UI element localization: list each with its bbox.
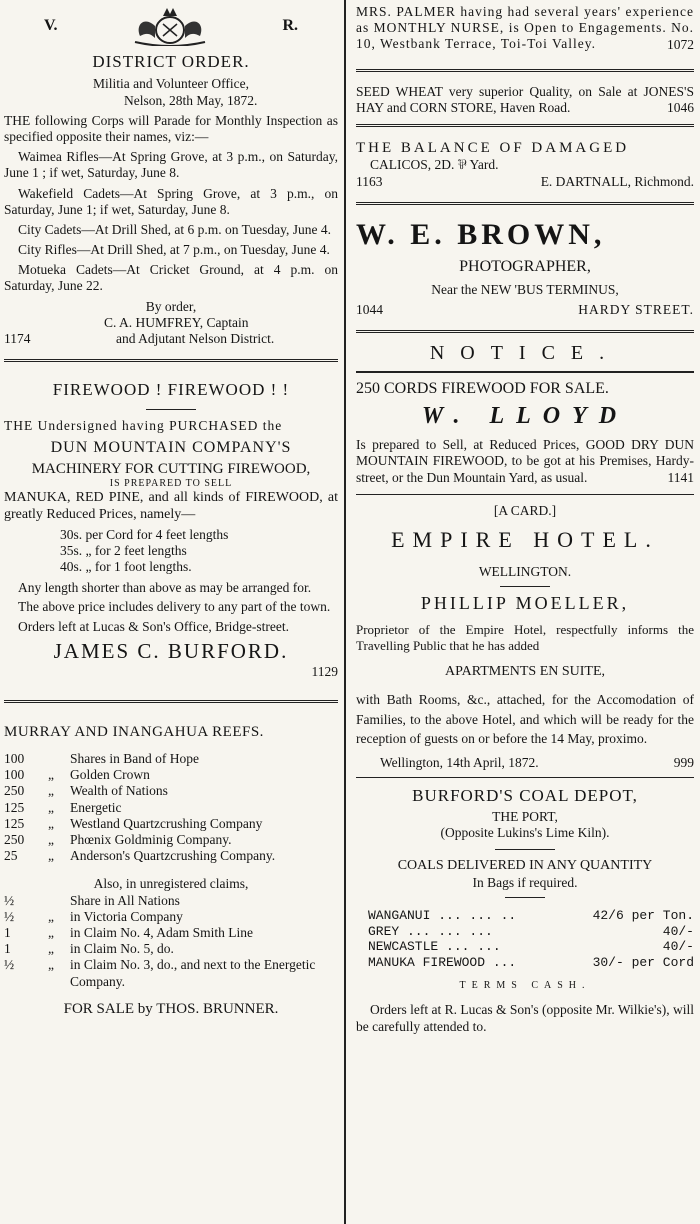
left-column	[0, 0, 344, 1224]
share-name: Phœnix Goldminig Company.	[70, 832, 232, 847]
ditto-mark: „	[48, 815, 54, 831]
share-row	[4, 767, 338, 783]
share-quantity: ½	[4, 892, 15, 908]
share-quantity: 1	[4, 941, 11, 957]
by-order: By order,	[145, 298, 197, 314]
hotel-ad	[356, 499, 694, 771]
price-line: 40s. „ for 1 foot lengths.	[60, 558, 192, 574]
ad-number: 1163	[356, 173, 383, 189]
seed-text: SEED WHEAT very superior Quality, on Sale at JONES'S HAY and CORN STORE, Haven Road.	[356, 83, 694, 115]
coal-price-list	[356, 904, 694, 970]
divider	[495, 849, 555, 850]
r-label: R.	[282, 17, 298, 35]
coal-item: WANGANUI ... ... ..	[368, 907, 517, 923]
office-line: Militia and Volunteer Office,	[93, 76, 249, 92]
share-name: in Claim No. 4, Adam Smith Line	[70, 924, 253, 940]
notice-text: Is prepared to Sell, at Reduced Prices, GOOD DRY DUN MOUNTAIN FIREWOOD, to be got at his Premises, Hardy-street, or the Dun Mountain Yard, as usual.	[356, 437, 694, 485]
coal-price: 30/- per Cord	[592, 954, 694, 970]
parade-item: Motueka Cadets—At Cricket Ground, at 4 p.m. on Saturday, June 22.	[4, 262, 338, 294]
share-quantity: 1	[4, 924, 11, 940]
also-line: Also, in unregistered claims,	[93, 876, 249, 892]
firewood-burford-ad	[4, 366, 338, 680]
share-row	[4, 800, 338, 816]
divider	[356, 69, 694, 72]
divider	[505, 897, 545, 898]
ditto-mark: „	[48, 767, 54, 783]
ad-number: 1141	[667, 469, 694, 485]
column-divider	[344, 0, 346, 1224]
brown-ad	[356, 209, 694, 319]
ad-number: 1044	[356, 302, 383, 318]
card-label: [A CARD.]	[493, 502, 557, 518]
coal-bags: In Bags if required.	[472, 874, 578, 890]
ditto-mark: „	[48, 924, 54, 940]
ditto-mark: „	[48, 908, 54, 924]
intro-text: THE Undersigned having PURCHASED the	[4, 417, 283, 433]
divider	[356, 371, 694, 373]
price-line: 30s. per Cord for 4 feet lengths	[60, 526, 229, 542]
v-label: V.	[44, 17, 58, 35]
ditto-mark	[48, 893, 70, 909]
share-row	[4, 909, 338, 925]
note-text: The above price includes delivery to any part of the town.	[18, 599, 331, 615]
ditto-mark: „	[48, 832, 54, 847]
divider	[356, 777, 694, 778]
reefs-title: MURRAY AND INANGAHUA REEFS.	[4, 724, 264, 741]
share-name: in Claim No. 5, do.	[70, 941, 174, 957]
district-order-ad	[4, 0, 338, 347]
divider	[356, 494, 694, 495]
share-name: Shares in Band of Hope	[70, 751, 199, 767]
offer-text: MANUKA, RED PINE, and all kinds of FIREWOOD, at greatly Reduced Prices, namely—	[4, 489, 338, 522]
coal-item: NEWCASTLE ... ...	[368, 939, 501, 955]
divider	[356, 202, 694, 205]
share-quantity: 250	[4, 832, 25, 847]
company-name: DUN MOUNTAIN COMPANY'S	[50, 438, 292, 456]
share-quantity: ½	[4, 957, 15, 973]
palmer-text: MRS. PALMER having had several years' experience as MONTHLY NURSE, is Open to Engagements. No. 10, Westbank Terrace, Toi-Toi Valley.	[356, 4, 694, 52]
ad-number: 1072	[667, 36, 694, 52]
district-order-title: DISTRICT ORDER.	[92, 52, 250, 71]
share-row	[4, 957, 338, 989]
claims-list	[4, 893, 338, 990]
reefs-ad	[4, 707, 338, 1018]
ad-number: 999	[673, 755, 694, 771]
seed-wheat-ad	[356, 76, 694, 117]
share-quantity: ½	[4, 908, 15, 924]
note-text: Any length shorter than above as may be arranged for.	[18, 580, 312, 596]
coal-item: GREY ... ... ...	[368, 923, 493, 939]
share-name: Wealth of Nations	[70, 783, 168, 799]
share-quantity: 250	[4, 783, 25, 799]
notice-headline: 250 CORDS FIREWOOD FOR SALE.	[356, 380, 609, 398]
ad-number: 1046	[667, 100, 694, 116]
reefs-footer: FOR SALE by THOS. BRUNNER.	[63, 1000, 279, 1017]
coal-price: 40/-	[662, 923, 694, 939]
share-row	[4, 848, 338, 864]
brown-title: PHOTOGRAPHER,	[459, 257, 591, 275]
coal-ad	[356, 782, 694, 1035]
hotel-apartments: APARTMENTS EN SUITE,	[444, 663, 606, 679]
share-row	[4, 816, 338, 832]
share-quantity: 100	[4, 751, 25, 767]
ditto-mark: „	[48, 941, 54, 957]
signer: C. A. HUMFREY, Captain	[104, 314, 249, 330]
notice-ad	[356, 337, 694, 486]
ditto-mark: „	[48, 957, 54, 973]
palmer-ad	[356, 0, 694, 53]
share-name: in Victoria Company	[70, 908, 183, 924]
share-name: in Claim No. 3, do., and next to the Energetic Company.	[70, 957, 316, 989]
royal-arms-icon	[105, 6, 235, 46]
share-row	[4, 925, 338, 941]
divider	[356, 330, 694, 333]
ditto-mark: „	[48, 848, 54, 864]
ad-number: 1174	[4, 331, 31, 347]
hotel-owner: PHILLIP MOELLER,	[420, 592, 630, 613]
share-row	[4, 893, 338, 909]
share-quantity: 125	[4, 799, 25, 815]
brown-near: Near the NEW 'BUS TERMINUS,	[431, 281, 619, 297]
share-name: Anderson's Quartzcrushing Company.	[70, 848, 276, 864]
brown-name: W. E. BROWN,	[356, 217, 606, 251]
notice-name: W. LLOYD	[421, 403, 629, 430]
hotel-date: Wellington, 14th April, 1872.	[380, 755, 539, 771]
calicos-line: E. DARTNALL, Richmond.	[540, 173, 694, 189]
divider	[4, 700, 338, 703]
coal-orders: Orders left at R. Lucas & Son's (opposite Mr. Wilkie's), will be carefully attended to.	[356, 1002, 694, 1034]
advertiser-name: JAMES C. BURFORD.	[53, 638, 289, 663]
parade-item: Waimea Rifles—At Spring Grove, at 3 p.m., on Saturday, June 1 ; if wet, Saturday, June 8.	[4, 149, 338, 181]
divider	[4, 359, 338, 362]
note-text: Orders left at Lucas & Son's Office, Bridge-street.	[18, 618, 289, 634]
share-quantity: 100	[4, 767, 25, 783]
share-quantity: 125	[4, 815, 25, 831]
signer-title: and Adjutant Nelson District.	[116, 331, 275, 347]
coal-opposite: (Opposite Lukins's Lime Kiln).	[440, 824, 610, 840]
ad-number: 1129	[311, 663, 338, 679]
price-line: 35s. „ for 2 feet lengths	[60, 542, 187, 558]
coal-price: 42/6 per Ton.	[592, 907, 694, 923]
right-column	[348, 0, 700, 1224]
divider	[146, 409, 196, 410]
ditto-mark	[48, 751, 70, 767]
share-row	[4, 941, 338, 957]
hotel-city: WELLINGTON.	[478, 563, 572, 579]
divider	[500, 586, 550, 587]
hotel-name: EMPIRE HOTEL.	[391, 527, 659, 553]
intro-text: THE following Corps will Parade for Monthly Inspection as specified opposite their names, viz:—	[4, 112, 338, 144]
share-row	[4, 832, 338, 848]
share-row	[4, 751, 338, 767]
machinery-line: MACHINERY FOR CUTTING FIREWOOD,	[31, 460, 311, 477]
coal-item: MANUKA FIREWOOD ...	[368, 954, 517, 970]
coal-terms: TERMS CASH.	[459, 980, 591, 992]
firewood-title: FIREWOOD ! FIREWOOD ! !	[52, 380, 290, 400]
ditto-mark: „	[48, 799, 54, 815]
brown-street: HARDY STREET.	[578, 302, 694, 318]
share-quantity: 25	[4, 848, 18, 864]
share-name: Share in All Nations	[70, 892, 180, 908]
calicos-line: THE BALANCE OF DAMAGED	[356, 140, 630, 157]
date-line: Nelson, 28th May, 1872.	[124, 92, 258, 108]
prepared-line: IS PREPARED TO SELL	[109, 477, 233, 489]
shares-list	[4, 751, 338, 864]
share-name: Energetic	[70, 799, 122, 815]
hotel-body: with Bath Rooms, &c., attached, for the Accomodation of Families, to the above Hotel, and which will be ready for the reception of guests on or before the 14 May, proximo.	[356, 692, 694, 747]
ditto-mark: „	[48, 783, 54, 799]
notice-title: NOTICE.	[429, 342, 621, 365]
hotel-intro: Proprietor of the Empire Hotel, respectfully informs the Travelling Public that he has added	[356, 622, 694, 653]
parade-item: City Cadets—At Drill Shed, at 6 p.m. on Tuesday, June 4.	[18, 221, 331, 237]
coal-delivered: COALS DELIVERED IN ANY QUANTITY	[397, 857, 653, 873]
share-name: Golden Crown	[70, 767, 150, 783]
calicos-line: CALICOS, 2D. ⅌ Yard.	[370, 157, 499, 173]
coal-port: THE PORT,	[492, 808, 558, 824]
coal-title: BURFORD'S COAL DEPOT,	[412, 786, 638, 806]
divider	[356, 124, 694, 127]
coal-price: 40/-	[662, 939, 694, 955]
parade-item: Wakefield Cadets—At Spring Grove, at 3 p.m., on Saturday, June 1; if wet, Saturday, June 8.	[4, 185, 338, 217]
share-name: Westland Quartzcrushing Company	[70, 815, 263, 831]
parade-item: City Rifles—At Drill Shed, at 7 p.m., on Tuesday, June 4.	[18, 242, 330, 258]
calicos-ad	[356, 131, 694, 189]
share-row	[4, 783, 338, 799]
